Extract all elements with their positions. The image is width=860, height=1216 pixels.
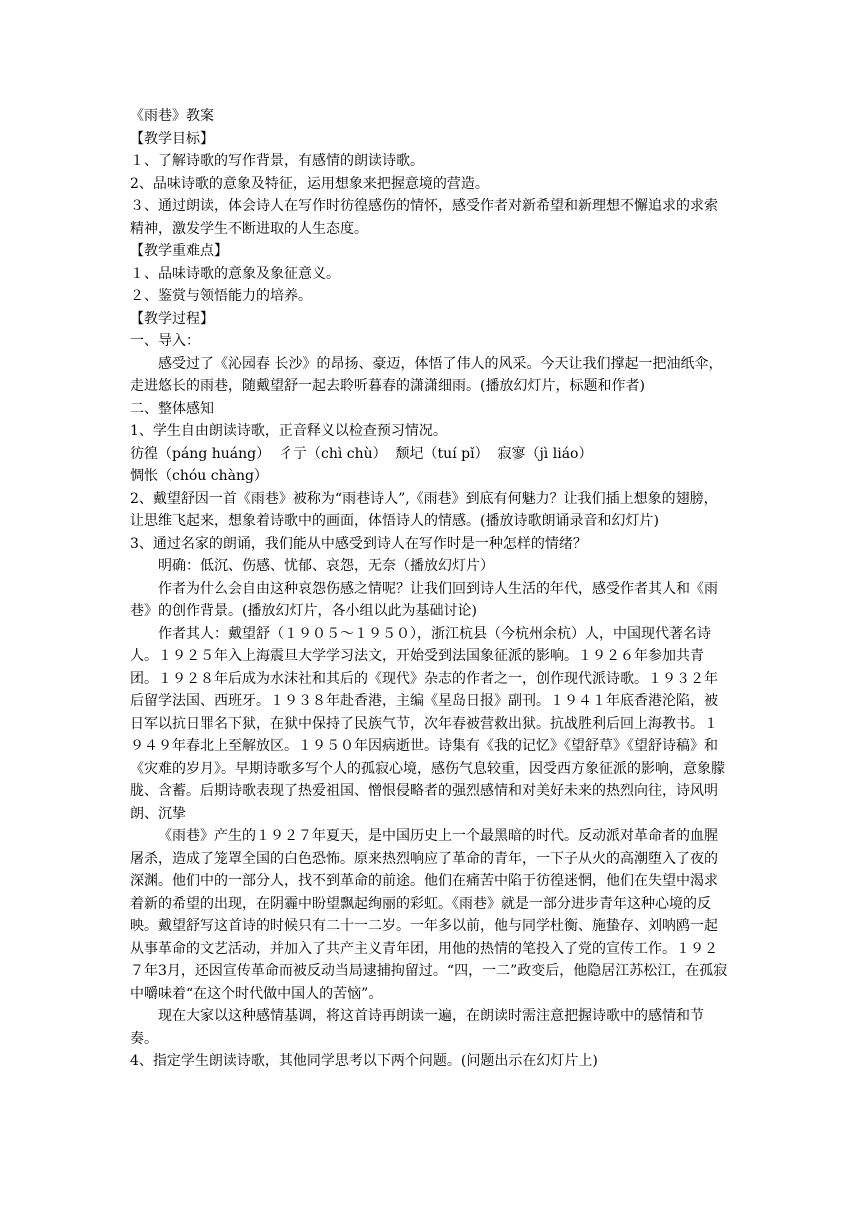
keypoint-item-2: ２、鉴赏与领悟能力的培养。 bbox=[130, 288, 312, 304]
section-overview-heading: 二、整体感知 bbox=[130, 400, 214, 417]
step-2: 2、戴望舒因一首《雨巷》被称为“雨巷诗人”,《雨巷》到底有何魅力？让我们插上想象的翅膀，让思维飞起来，想象着诗歌中的画面，体悟诗人的情感。(播放诗歌朗诵录音和幻灯片) bbox=[130, 490, 718, 529]
background-question-paragraph: 作者为什么会自由这种哀怨伤感之情呢？让我们回到诗人生活的年代，感受作者其人和《雨巷》的创作背景。(播放幻灯片，各小组以此为基础讨论) bbox=[130, 580, 718, 619]
goal-item-2: 2、品味诗歌的意象及特征，运用想象来把握意境的营造。 bbox=[130, 175, 489, 192]
step-1: 1、学生自由朗读诗歌，正音释义以检查预习情况。 bbox=[130, 423, 447, 439]
author-paragraph: 作者其人：戴望舒（１９０５～１９５０），浙江杭县（今杭州余杭）人，中国现代著名诗人。１９２５年入上海震旦大学学习法文，开始受到法国象征派的影响。１９２６年参加共青团。１９２８年后成为水沫社和其后的《现代》杂志的作者之一，创作现代派诗歌。１９３２年后留学法国、西班牙。１９３８年赴香港，主编《星岛日报》副刊。１９４１年底香港沦陷，被日军以抗日罪名下狱，在狱中保持了民族气节，次年春被营救出狱。抗战胜利后回上海教书。１９４９年春北上至解放区。１９５０年因病逝世。诗集有《我的记忆》《望舒草》《望舒诗稿》和《灾难的岁月》。早期诗歌多写个人的孤寂心境，感伤气息较重，因受西方象征派的影响，意象朦胧、含蓄。后期诗歌表现了热爱祖国、憎恨侵略者的强烈感情和对美好未来的热烈向往，诗风明朗、沉挚 bbox=[130, 625, 725, 822]
keypoints-heading: 【教学重难点】 bbox=[130, 243, 228, 259]
answer-paragraph: 明确：低沉、伤感、忧郁、哀怨，无奈（播放幻灯片） bbox=[158, 558, 494, 574]
keypoint-item-1: １、品味诗歌的意象及象征意义。 bbox=[130, 265, 340, 282]
goal-item-3: ３、通过朗读，体会诗人在写作时彷徨感伤的情怀，感受作者对新希望和新理想不懈追求的求索精神，激发学生不断进取的人生态度。 bbox=[130, 198, 718, 237]
reread-paragraph: 现在大家以这种感情基调，将这首诗再朗读一遍，在朗读时需注意把握诗歌中的感情和节奏。 bbox=[130, 1008, 704, 1047]
pinyin-line-1: 彷徨（páng huáng） 彳亍（chì chù） 颓圮（tuí pǐ） 寂寥（jì liáo） bbox=[130, 445, 593, 462]
goal-item-1: １、了解诗歌的写作背景，有感情的朗读诗歌。 bbox=[130, 153, 424, 169]
section-intro-paragraph: 感受过了《沁园春 长沙》的昂扬、豪迈，体悟了伟人的风采。今天让我们撑起一把油纸伞，走进悠长的雨巷，随戴望舒一起去聆听暮春的潇潇细雨。(播放幻灯片，标题和作者) bbox=[130, 355, 723, 394]
section-intro-heading: 一、导入： bbox=[130, 333, 200, 349]
process-heading: 【教学过程】 bbox=[130, 310, 214, 327]
doc-title: 《雨巷》教案 bbox=[130, 108, 214, 124]
goals-heading: 【教学目标】 bbox=[130, 130, 214, 147]
pinyin-line-2: 惆怅（chóu chàng） bbox=[130, 468, 268, 484]
document-page bbox=[130, 105, 730, 1073]
history-paragraph: 《雨巷》产生的１９２７年夏天，是中国历史上一个最黑暗的时代。反动派对革命者的血腥屠杀，造成了笼罩全国的白色恐怖。原来热烈响应了革命的青年，一下子从火的高潮堕入了夜的深渊。他们中的一部分人，找不到革命的前途。他们在痛苦中陷于彷徨迷惘，他们在失望中渴求着新的希望的出现，在阴霾中盼望飘起绚丽的彩虹。《雨巷》就是一部分进步青年这种心境的反映。戴望舒写这首诗的时候只有二十一二岁。一年多以前，他与同学杜衡、施蛰存、刘呐鸥一起从事革命的文艺活动，并加入了共产主义青年团，用他的热情的笔投入了党的宣传工作。１９２７年3月，还因宣传革命而被反动当局逮捕拘留过。“四，一二”政变后，他隐居江苏松江，在孤寂中嚼味着“在这个时代做中国人的苦恼”。 bbox=[130, 828, 728, 1002]
step-4: 4、指定学生朗读诗歌，其他同学思考以下两个问题。(问题出示在幻灯片上) bbox=[130, 1053, 598, 1069]
step-3: 3、通过名家的朗诵，我们能从中感受到诗人在写作时是一种怎样的情绪？ bbox=[130, 535, 587, 552]
